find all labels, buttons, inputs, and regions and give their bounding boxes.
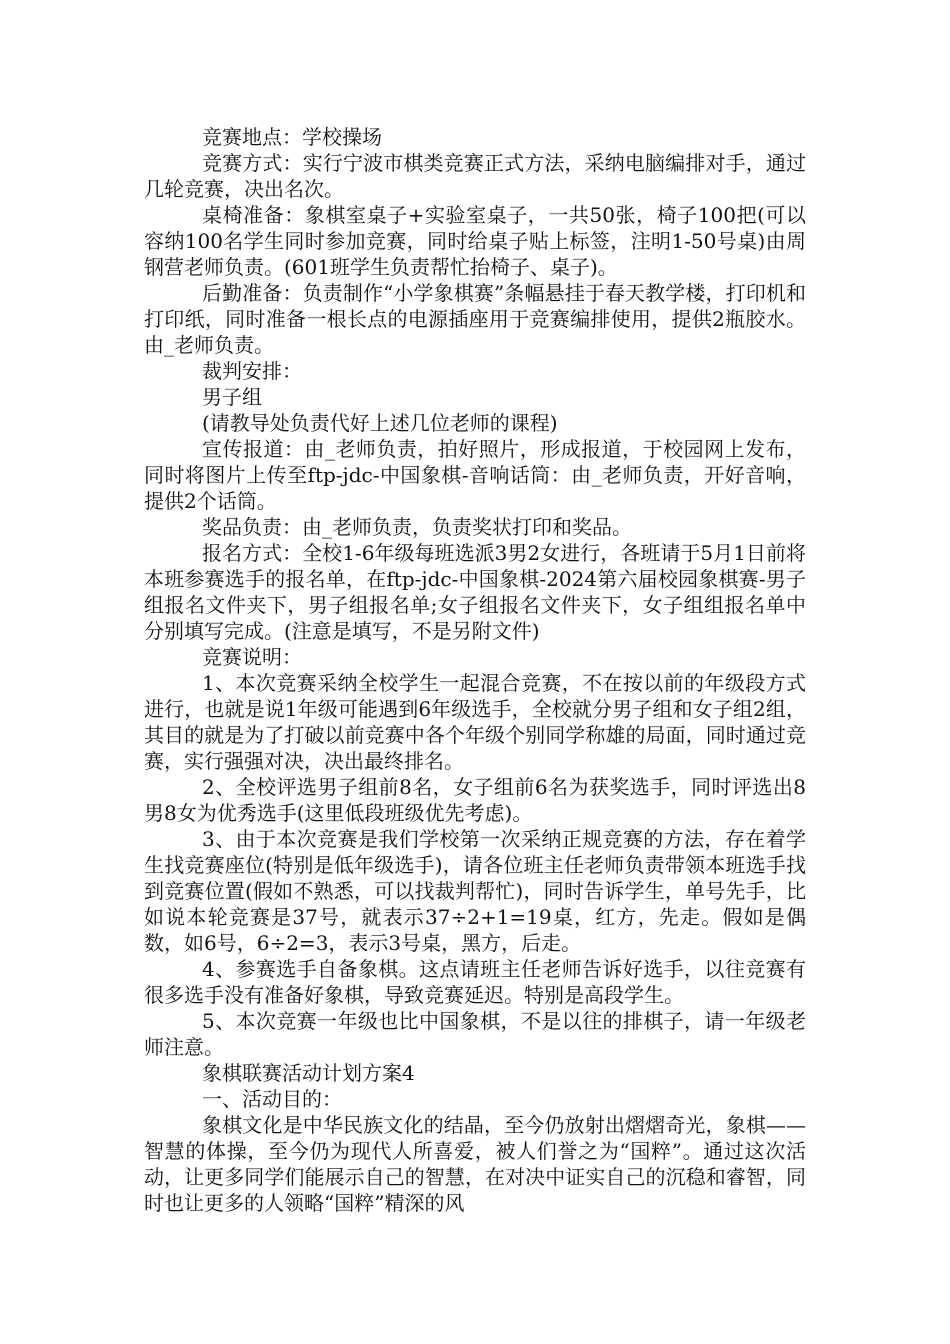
section-title-plan-4: 象棋联赛活动计划方案4 <box>202 1061 415 1085</box>
paragraph-format: 竞赛方式：实行宁波市棋类竞赛正式方法，采纳电脑编排对手，通过几轮竞赛，决出名次。 <box>144 151 806 201</box>
paragraph-rule-3: 3、由于本次竞赛是我们学校第一次采纳正规竞赛的方法，存在着学生找竞赛座位(特别是低年级选手)，请各位班主任老师负责带领本班选手找到竞赛位置(假如不熟悉，可以找裁判帮忙)，同时告诉学生，单号先手，比如说本轮竞赛是37号，就表示37÷2+1=19桌，红方，先走。假如是偶数，如6号，6÷2=3，表示3号桌，黑方，后走。 <box>144 827 806 955</box>
paragraph-rule-1: 1、本次竞赛采纳全校学生一起混合竞赛，不在按以前的年级段方式进行，也就是说1年级可能遇到6年级选手，全校就分男子组和女子组2组，其目的就是为了打破以前竞赛中各个年级个别同学称雄的局面，同时通过竞赛，实行强强对决，决出最终排名。 <box>144 671 806 773</box>
paragraph-venue: 竞赛地点：学校操场 <box>202 125 382 149</box>
paragraph-rule-5: 5、本次竞赛一年级也比中国象棋，不是以往的排棋子，请一年级老师注意。 <box>144 1009 806 1059</box>
paragraph-rules-heading: 竞赛说明： <box>202 645 302 669</box>
paragraph-referees: 裁判安排： <box>202 359 302 383</box>
paragraph-rule-4: 4、参赛选手自备象棋。这点请班主任老师告诉好选手，以往竞赛有很多选手没有准备好象棋，导致竞赛延迟。特别是高段学生。 <box>144 957 806 1007</box>
section-heading-purpose: 一、活动目的： <box>202 1087 342 1111</box>
paragraph-tables-chairs: 桌椅准备：象棋室桌子+实验室桌子，一共50张，椅子100把(可以容纳100名学生同时参加竞赛，同时给桌子贴上标签，注明1-50号桌)由周钢营老师负责。(601班学生负责帮忙抬椅子、桌子)。 <box>144 203 806 279</box>
paragraph-prizes: 奖品负责：由_老师负责，负责奖状打印和奖品。 <box>202 515 632 539</box>
paragraph-rule-2: 2、全校评选男子组前8名，女子组前6名为获奖选手，同时评选出8男8女为优秀选手(这里低段班级优先考虑)。 <box>144 775 806 825</box>
paragraph-purpose: 象棋文化是中华民族文化的结晶，至今仍放射出熠熠奇光，象棋——智慧的体操，至今仍为现代人所喜爱，被人们誉之为“国粹”。通过这次活动，让更多同学们能展示自己的智慧，在对决中证实自己的沉稳和睿智，同时也让更多的人领略“国粹”精深的风 <box>144 1113 806 1215</box>
paragraph-class-coverage: (请教导处负责代好上述几位老师的课程) <box>202 411 558 435</box>
paragraph-logistics: 后勤准备：负责制作“小学象棋赛”条幅悬挂于春天教学楼，打印机和打印纸，同时准备一根长点的电源插座用于竞赛编排使用，提供2瓶胶水。由_老师负责。 <box>144 281 806 357</box>
paragraph-boys-group: 男子组 <box>202 385 262 409</box>
paragraph-registration: 报名方式：全校1-6年级每班选派3男2女进行，各班请于5月1日前将本班参赛选手的报名单，在ftp-jdc-中国象棋-2024第六届校园象棋赛-男子组报名文件夹下，男子组报名单;女子组报名文件夹下，女子组组报名单中分别填写完成。(注意是填写，不是另附文件) <box>144 541 806 643</box>
paragraph-publicity: 宣传报道：由_老师负责，拍好照片，形成报道，于校园网上发布，同时将图片上传至ftp-jdc-中国象棋-音响话筒：由_老师负责，开好音响，提供2个话筒。 <box>144 437 806 513</box>
document-page <box>144 124 806 1216</box>
